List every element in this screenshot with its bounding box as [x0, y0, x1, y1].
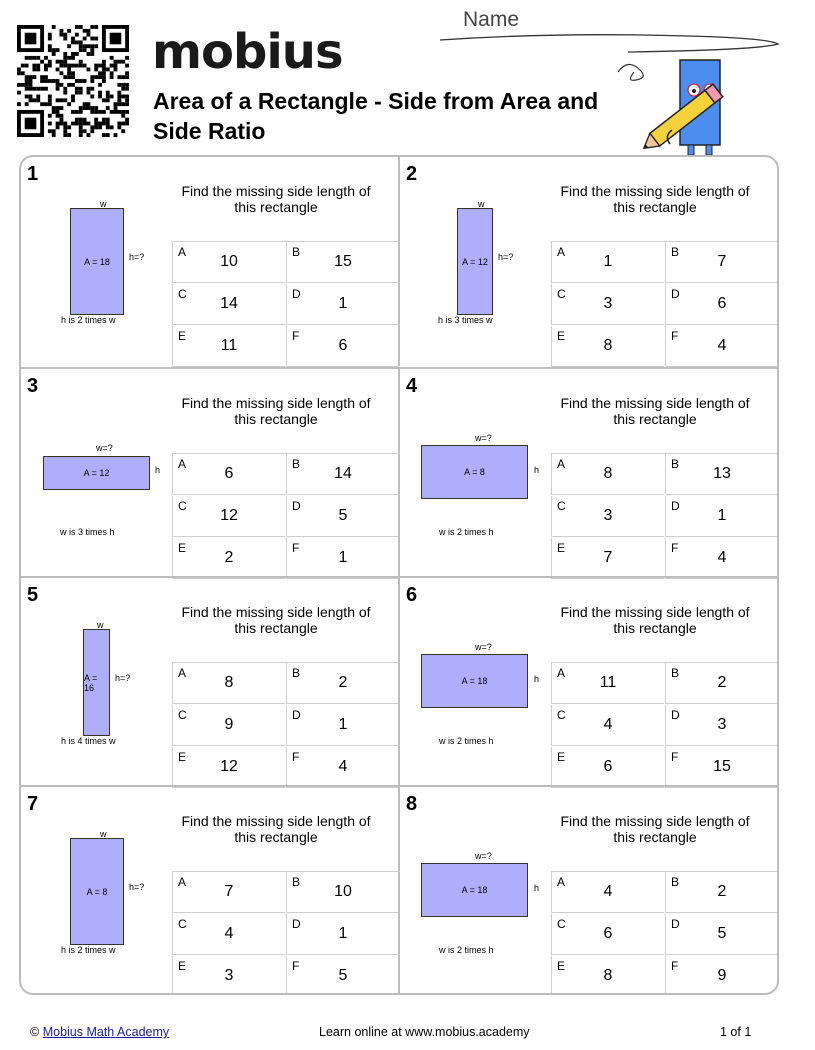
choice-value: 11 — [220, 337, 238, 354]
choice-value: 2 — [717, 883, 727, 900]
answer-choice-c[interactable] — [551, 705, 664, 746]
choice-value: 4 — [603, 716, 613, 733]
answer-choice-e[interactable] — [551, 326, 664, 367]
choice-value: 13 — [713, 465, 731, 482]
choice-letter: C — [178, 708, 187, 722]
answer-choice-f[interactable] — [665, 538, 778, 579]
rectangle-figure — [21, 157, 181, 362]
answer-choice-c[interactable] — [172, 284, 285, 325]
choice-value: 12 — [220, 507, 238, 524]
answer-choices — [551, 241, 779, 367]
question-prompt: Find the missing side length of this rectangle — [181, 813, 371, 845]
answer-choice-f[interactable] — [665, 326, 778, 367]
choice-letter: B — [292, 245, 301, 259]
choice-letter: A — [178, 457, 187, 471]
rectangle-figure — [21, 578, 181, 783]
choice-value: 11 — [599, 674, 617, 691]
answer-choices — [172, 662, 400, 788]
width-label: w=? — [96, 443, 113, 453]
answer-choice-b[interactable] — [665, 663, 778, 704]
answer-choices — [172, 871, 400, 995]
choice-value: 6 — [224, 465, 234, 482]
choice-letter: B — [671, 875, 680, 889]
answer-choice-c[interactable] — [551, 284, 664, 325]
choice-value: 4 — [338, 758, 348, 775]
answer-choice-b[interactable] — [665, 872, 778, 913]
choice-value: 3 — [603, 295, 613, 312]
choice-value: 3 — [717, 716, 727, 733]
choice-letter: E — [178, 959, 187, 973]
choice-letter: F — [671, 541, 679, 555]
choice-letter: A — [557, 666, 566, 680]
choice-value: 10 — [334, 883, 352, 900]
choice-letter: F — [671, 750, 679, 764]
choice-value: 8 — [603, 337, 613, 354]
choice-value: 4 — [224, 925, 234, 942]
question-prompt: Find the missing side length of this rectangle — [181, 183, 371, 215]
choice-value: 1 — [717, 507, 727, 524]
choice-letter: D — [292, 499, 301, 513]
rectangle-shape — [457, 208, 493, 315]
area-label: A = 12 — [462, 256, 488, 267]
choice-letter: C — [178, 917, 187, 931]
choice-letter: B — [671, 666, 680, 680]
answer-choice-a[interactable] — [551, 872, 664, 913]
choice-letter: B — [292, 666, 301, 680]
height-label: h — [155, 465, 161, 475]
choice-value: 2 — [717, 674, 727, 691]
choice-value: 3 — [603, 507, 613, 524]
choice-value: 6 — [338, 337, 348, 354]
answer-choice-f[interactable] — [286, 326, 399, 367]
ratio-label: h is 2 times w — [61, 945, 116, 955]
question-8 — [400, 785, 779, 994]
height-label: h=? — [129, 882, 145, 892]
choice-value: 6 — [603, 925, 613, 942]
brand-text: mobius — [152, 24, 343, 80]
answer-choice-c[interactable] — [551, 914, 664, 955]
question-prompt: Find the missing side length of this rectangle — [560, 813, 750, 845]
choice-value: 4 — [717, 549, 727, 566]
ratio-label: h is 4 times w — [61, 736, 116, 746]
rectangle-figure — [400, 578, 560, 783]
answer-choice-f[interactable] — [286, 747, 399, 788]
question-prompt: Find the missing side length of this rectangle — [560, 183, 750, 215]
choice-letter: D — [292, 708, 301, 722]
answer-choice-a[interactable] — [172, 872, 285, 913]
choice-letter: A — [178, 666, 187, 680]
choice-letter: C — [178, 287, 187, 301]
answer-choice-a[interactable] — [551, 454, 664, 495]
choice-value: 4 — [717, 337, 727, 354]
choice-value: 1 — [338, 549, 348, 566]
pencil-mascot-illustration — [610, 50, 740, 160]
choice-letter: E — [557, 541, 566, 555]
choice-value: 9 — [224, 716, 234, 733]
choice-letter: C — [178, 499, 187, 513]
rectangle-figure — [21, 787, 181, 992]
choice-value: 2 — [224, 549, 234, 566]
choice-value: 9 — [717, 967, 727, 984]
answer-choice-e[interactable] — [172, 326, 285, 367]
answer-choice-b[interactable] — [665, 242, 778, 283]
rectangle-figure — [21, 369, 181, 574]
choice-letter: E — [178, 541, 187, 555]
answer-choice-f[interactable] — [286, 538, 399, 579]
width-label: w — [97, 620, 104, 630]
choice-value: 5 — [338, 507, 348, 524]
choice-value: 10 — [220, 253, 238, 270]
answer-choice-b[interactable] — [286, 872, 399, 913]
width-label: w=? — [475, 851, 492, 861]
answer-choice-b[interactable] — [286, 663, 399, 704]
question-4 — [400, 367, 779, 576]
choice-value: 1 — [338, 925, 348, 942]
choice-letter: D — [292, 917, 301, 931]
question-number: 4 — [406, 375, 418, 397]
answer-choices — [172, 241, 400, 367]
question-prompt: Find the missing side length of this rectangle — [560, 395, 750, 427]
question-number: 1 — [27, 163, 39, 185]
answer-choice-b[interactable] — [665, 454, 778, 495]
worksheet-grid — [19, 155, 779, 995]
choice-value: 6 — [603, 758, 613, 775]
copyright-symbol: © — [30, 1025, 40, 1039]
choice-letter: D — [292, 287, 301, 301]
width-label: w — [478, 199, 485, 209]
ratio-label: w is 2 times h — [439, 736, 494, 746]
answer-choice-e[interactable] — [551, 747, 664, 788]
choice-value: 3 — [224, 967, 234, 984]
choice-letter: E — [557, 329, 566, 343]
choice-value: 5 — [717, 925, 727, 942]
choice-value: 8 — [603, 465, 613, 482]
choice-value: 6 — [717, 295, 727, 312]
choice-letter: C — [557, 708, 566, 722]
rectangle-shape — [421, 654, 528, 708]
choice-letter: F — [292, 329, 300, 343]
width-label: w=? — [475, 433, 492, 443]
answer-choice-c[interactable] — [172, 914, 285, 955]
choice-letter: B — [671, 457, 680, 471]
answer-choice-d[interactable] — [286, 284, 399, 325]
answer-choice-f[interactable] — [665, 956, 778, 995]
answer-choice-e[interactable] — [551, 538, 664, 579]
answer-choices — [551, 662, 779, 788]
answer-choice-a[interactable] — [172, 663, 285, 704]
ratio-label: h is 3 times w — [438, 315, 493, 325]
area-label: A = 18 — [461, 885, 488, 895]
answer-choice-d[interactable] — [665, 496, 778, 537]
answer-choice-b[interactable] — [286, 454, 399, 495]
question-3 — [21, 367, 400, 576]
question-2 — [400, 157, 779, 366]
choice-value: 8 — [224, 674, 234, 691]
choice-letter: A — [557, 457, 566, 471]
answer-choice-e[interactable] — [551, 956, 664, 995]
choice-value: 1 — [603, 253, 613, 270]
answer-choice-e[interactable] — [172, 538, 285, 579]
question-prompt: Find the missing side length of this rectangle — [181, 395, 371, 427]
answer-choice-a[interactable] — [172, 242, 285, 283]
answer-choice-f[interactable] — [665, 747, 778, 788]
ratio-label: w is 2 times h — [439, 527, 494, 537]
answer-choice-d[interactable] — [665, 914, 778, 955]
answer-choice-d[interactable] — [286, 914, 399, 955]
area-label: A = 8 — [86, 886, 108, 897]
choice-letter: B — [671, 245, 680, 259]
answer-choice-d[interactable] — [286, 705, 399, 746]
answer-choice-b[interactable] — [286, 242, 399, 283]
answer-choice-a[interactable] — [551, 242, 664, 283]
choice-value: 7 — [224, 883, 234, 900]
area-label: A = 12 — [83, 468, 110, 478]
choice-letter: C — [557, 287, 566, 301]
choice-letter: A — [557, 875, 566, 889]
ratio-label: h is 2 times w — [61, 315, 116, 325]
choice-letter: D — [671, 708, 680, 722]
choice-letter: D — [671, 287, 680, 301]
choice-letter: B — [292, 875, 301, 889]
question-number: 6 — [406, 584, 418, 606]
answer-choice-d[interactable] — [665, 284, 778, 325]
rectangle-figure — [400, 787, 560, 992]
name-label: Name — [463, 8, 520, 31]
question-6 — [400, 576, 779, 785]
choice-value: 5 — [338, 967, 348, 984]
choice-letter: D — [671, 499, 680, 513]
answer-choice-a[interactable] — [551, 663, 664, 704]
height-label: h=? — [115, 673, 131, 683]
mobius-logo — [152, 22, 343, 82]
choice-letter: C — [557, 499, 566, 513]
choice-letter: E — [178, 750, 187, 764]
choice-value: 2 — [338, 674, 348, 691]
width-label: w=? — [475, 642, 492, 652]
choice-letter: E — [557, 959, 566, 973]
question-number: 3 — [27, 375, 39, 397]
choice-letter: A — [178, 245, 187, 259]
choice-letter: F — [292, 750, 300, 764]
choice-letter: E — [557, 750, 566, 764]
rectangle-shape — [421, 863, 528, 917]
question-number: 5 — [27, 584, 39, 606]
mobius-academy-link[interactable]: Mobius Math Academy — [42, 1025, 170, 1039]
answer-choice-a[interactable] — [172, 454, 285, 495]
choice-letter: E — [178, 329, 187, 343]
choice-letter: F — [292, 541, 300, 555]
answer-choice-c[interactable] — [551, 496, 664, 537]
ratio-label: w is 2 times h — [439, 945, 494, 955]
rectangle-figure — [400, 369, 560, 574]
answer-choice-f[interactable] — [286, 956, 399, 995]
answer-choice-e[interactable] — [172, 747, 285, 788]
question-number: 2 — [406, 163, 418, 185]
question-prompt: Find the missing side length of this rectangle — [181, 604, 371, 636]
height-label: h — [534, 883, 540, 893]
rectangle-shape — [83, 629, 110, 736]
height-label: h=? — [498, 252, 514, 262]
page-title: Area of a Rectangle - Side from Area and Side Ratio — [153, 88, 599, 144]
rectangle-shape — [70, 838, 124, 945]
area-label: A = 16 — [84, 672, 98, 693]
height-label: h — [534, 465, 540, 475]
question-1 — [21, 157, 400, 366]
choice-value: 14 — [220, 295, 238, 312]
question-number: 7 — [27, 793, 39, 815]
answer-choices — [551, 871, 779, 995]
question-5 — [21, 576, 400, 785]
answer-choice-d[interactable] — [665, 705, 778, 746]
answer-choice-d[interactable] — [286, 496, 399, 537]
choice-value: 1 — [338, 295, 348, 312]
rectangle-figure — [400, 157, 560, 362]
width-label: w — [100, 829, 107, 839]
choice-value: 12 — [220, 758, 238, 775]
area-label: A = 18 — [461, 676, 488, 686]
choice-letter: F — [671, 329, 679, 343]
choice-value: 7 — [717, 253, 727, 270]
qr-code — [17, 25, 129, 137]
rectangle-shape — [70, 208, 124, 315]
page-number: 1 of 1 — [720, 1025, 752, 1039]
choice-letter: F — [292, 959, 300, 973]
height-label: h — [534, 674, 540, 684]
choice-value: 7 — [603, 549, 613, 566]
choice-letter: A — [557, 245, 566, 259]
ratio-label: w is 3 times h — [60, 527, 115, 537]
choice-value: 1 — [338, 716, 348, 733]
area-label: A = 18 — [84, 256, 110, 267]
question-number: 8 — [406, 793, 418, 815]
question-prompt: Find the missing side length of this rectangle — [560, 604, 750, 636]
choice-letter: C — [557, 917, 566, 931]
answer-choices — [172, 453, 400, 579]
choice-value: 8 — [603, 967, 613, 984]
answer-choice-c[interactable] — [172, 705, 285, 746]
rectangle-shape — [43, 456, 150, 490]
question-7 — [21, 785, 400, 994]
choice-letter: B — [292, 457, 301, 471]
answer-choices — [551, 453, 779, 579]
choice-letter: F — [671, 959, 679, 973]
choice-value: 15 — [713, 758, 731, 775]
choice-value: 15 — [334, 253, 352, 270]
choice-value: 14 — [334, 465, 352, 482]
choice-letter: A — [178, 875, 187, 889]
footer-site-text: Learn online at www.mobius.academy — [319, 1025, 530, 1039]
area-label: A = 8 — [464, 467, 485, 477]
choice-letter: D — [671, 917, 680, 931]
footer-copyright — [30, 1025, 169, 1039]
answer-choice-e[interactable] — [172, 956, 285, 995]
rectangle-shape — [421, 445, 528, 499]
answer-choice-c[interactable] — [172, 496, 285, 537]
choice-value: 4 — [603, 883, 613, 900]
width-label: w — [100, 199, 107, 209]
height-label: h=? — [129, 252, 145, 262]
